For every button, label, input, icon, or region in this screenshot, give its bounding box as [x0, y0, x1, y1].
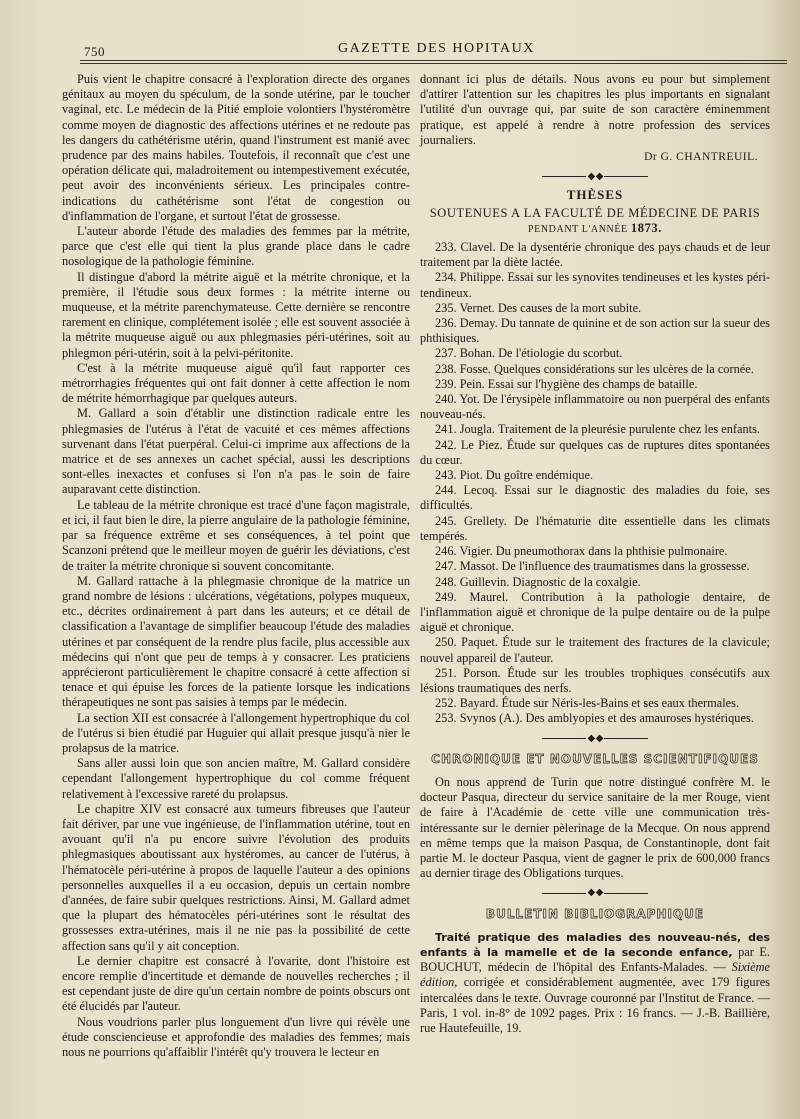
- body-paragraph: Il distingue d'abord la métrite aiguë et la métrite chronique, et la première, il l'étudie sous deux formes : la métrite interne ou muqueuse, et la métrite parenchymateuse. Cette dernière se rencontre rarement en clinique, complétement isolée ; elle est souvent associée à la métrite muqueuse aiguë ou aux phlegmasies péri-utérines, soit au phlegmon péri-utérin, soit à la pelvi-péritonite.: [62, 269, 410, 360]
- thesis-item: 243. Piot. Du goître endémique.: [435, 468, 594, 483]
- thesis-item: 245. Grellety. De l'hématurie dite essentielle dans les climats tempérés.: [420, 513, 770, 543]
- body-paragraph: Nous voudrions parler plus longuement d'un livre qui révèle une étude consciencieuse et approfondie des maladies des femmes; mais nous ne pourrions qu'affaiblir l'intérêt qu'y trouvera le lecteur en: [62, 1014, 410, 1059]
- theses-year: 1873.: [630, 220, 662, 235]
- bulletin-title: BULLETIN BIBLIOGRAPHIQUE: [485, 906, 705, 921]
- body-paragraph: C'est à la métrite muqueuse aiguë qu'il faut rapporter ces métrorrhagies fréquentes qui ont fait donner à cette affection le nom de métrite hémorrhagique par quelques auteurs.: [62, 360, 410, 406]
- body-paragraph: M. Gallard rattache à la phlegmasie chronique de la matrice un grand nombre de lésions : ulcérations, végétations, polypes muqueux, etc., décrites ordinairement à part dans les auteurs; et ce détail de classification a l'avantage de simplifier beaucoup l'étude des maladies utérines et par conséquent de la rendre plus facile, plus accessible aux médecins qui n'ont que peu de temps à y consacrer. Les praticiens apprécieront particulièrement le chapitre consacré à cette affection si tenace et qui épuise les forces de la patiente lorsque les indications thérapeutiques ne sont pas saisies à temps par le médecin.: [62, 573, 410, 710]
- thesis-item: 244. Lecoq. Essai sur le diagnostic des maladies du foie, ses difficultés.: [420, 483, 770, 513]
- body-paragraph: Le tableau de la métrite chronique est tracé d'une façon magistrale, et ici, il faut bien le dire, la pierre angulaire de la pathologie féminine, par sa fréquence extrême et ses conséquences, à tel point que Scanzoni prétend que le meilleur moyen de guérir les déviations, c'est de traiter la métrite chronique si souvent concomitante.: [62, 497, 410, 573]
- theses-title: THÈSES: [566, 187, 624, 203]
- chronique-paragraph: On nous apprend de Turin que notre distingué confrère M. le docteur Pasqua, directeur du service sanitaire de la mer Rouge, vient de faire à l'Académie de cette ville une communication très-intéressante sur le dernier pèlerinage de la Mecque. On nous apprend en même temps que la maison Pasqua, de Constantinople, dont fait partie M. le docteur Pasqua, vient de gagner le prix de 600,000 francs au dernier tirage des Obligations turques.: [420, 774, 770, 881]
- thesis-item: 252. Bayard. Étude sur Néris-les-Bains et ses eaux thermales.: [435, 696, 740, 711]
- thesis-item: 242. Le Piez. Étude sur quelques cas de ruptures dites spontanées du cœur.: [420, 437, 770, 467]
- page-number: 750: [84, 44, 105, 59]
- thesis-item: 241. Jougla. Traitement de la pleurésie purulente chez les enfants.: [435, 422, 760, 437]
- body-paragraph: La section XII est consacrée à l'allongement hypertrophique du col de l'utérus si bien étudié par Huguier qui allait presque jusqu'à nier le prolapsus de la matrice.: [62, 710, 410, 755]
- bulletin-book-title: Traité pratique des maladies des nouveau-nés, des enfants à la mamelle et de la seconde enfance,: [420, 930, 770, 959]
- thesis-item: 239. Pein. Essai sur l'hygiène des champs de bataille.: [435, 376, 698, 391]
- body-paragraph: Le chapitre XIV est consacré aux tumeurs fibreuses que l'auteur fait dériver, par une vue ingénieuse, de l'inflammation utérine, tout en avouant qu'il n'a pu encore suivre l'évolution des produits phlegmasiques aboutissant aux hystéromes, au cancer de l'utérus, à l'hématocèle péri-utérine à propos de laquelle l'auteur a des opinions personnelles auxquelles il a eu occasion, depuis un certain nombre d'années, de faire subir quelques restrictions. Ainsi, M. Gallard admet que la plupart des hématocèles péri-utérines sont le résultat des grossesses extra-utérines, mais il ne nie pas la possibilité de cette affection sans qu'il y ait conception.: [62, 801, 410, 953]
- thesis-item: 248. Guillevin. Diagnostic de la coxalgie.: [435, 574, 641, 589]
- header-rule: [80, 60, 787, 61]
- header-rule-double: [80, 63, 787, 64]
- theses-year-prefix: PENDANT L'ANNÉE: [527, 223, 628, 235]
- thesis-item: 235. Vernet. Des causes de la mort subite.: [435, 300, 642, 315]
- bulletin-details: corrigée et considérablement augmentée, avec 179 figures intercalées dans le texte. Ouvrage couronné par l'Institut de France. — Paris, 1 vol. in-8° de 1092 pages. Prix : 16 francs. — J.-B. Baillière, rue Hautefeuille, 19.: [420, 975, 770, 1035]
- thesis-item: 237. Bohan. De l'étiologie du scorbut.: [435, 346, 623, 361]
- right-column: [420, 72, 770, 1036]
- theses-year-line: [420, 221, 770, 237]
- body-paragraph: Le dernier chapitre est consacré à l'ovarite, dont l'histoire est encore remplie d'incertitude et demande de nouvelles recherches ; il est cependant juste de dire qu'un certain nombre de points obscurs ont été élucidés par l'auteur.: [62, 953, 410, 1014]
- body-paragraph: M. Gallard a soin d'établir une distinction radicale entre les phlegmasies de l'utérus à l'état de vacuité et ces mêmes affections survenant dans l'état puerpéral. Celui-ci imprime aux affections de la matrice et de ses annexes un cachet spécial, aussi les descriptions sont-elles inexactes et confuses si l'on n'a pas le soin de faire auparavant cette distinction.: [62, 406, 410, 497]
- left-column: [62, 72, 410, 1060]
- thesis-item: 238. Fosse. Quelques considérations sur les ulcères de la cornée.: [435, 361, 754, 376]
- thesis-item: 253. Svynos (A.). Des amblyopies et des amauroses hystériques.: [435, 711, 754, 726]
- thesis-item: 251. Porson. Étude sur les troubles trophiques consécutifs aux lésions traumatiques des nerfs.: [420, 665, 770, 695]
- body-paragraph: Puis vient le chapitre consacré à l'exploration directe des organes génitaux au moyen du spéculum, de la sonde utérine, par le toucher vaginal, etc. Le médecin de la Pitié emploie volontiers l'hystéromètre comme moyen de diagnostic des affections utérines et ne redoute pas les dangers du cathétérisme utérin, quand l'instrument est manié avec prudence par des mains habiles. Toutefois, il reconnaît que c'est une opération délicate qui, maladroitement ou intempestivement exécutée, peut avoir des inconvénients sérieux. Les principales contre-indications du cathétérisme sont l'état de congestion ou d'inflammation de l'organe, et surtout l'état de grossesse.: [62, 72, 410, 223]
- thesis-item: 250. Paquet. Étude sur le traitement des fractures de la clavicule; nouvel appareil de l'auteur.: [420, 635, 770, 665]
- body-paragraph: Sans aller aussi loin que son ancien maître, M. Gallard considère cependant l'allongement hypertrophique du col comme fréquent relativement à l'excessive rareté du prolapsus.: [62, 756, 410, 801]
- bulletin-edition: Sixième édition,: [420, 960, 770, 990]
- theses-list: [420, 240, 770, 727]
- author-signature: Dr G. CHANTREUIL.: [644, 151, 758, 164]
- separator-ornament: ◆ ◆: [420, 731, 770, 746]
- thesis-item: 234. Philippe. Essai sur les synovites tendineuses et les kystes péri-tendineux.: [420, 270, 770, 300]
- separator-ornament: ◆ ◆: [420, 169, 770, 184]
- thesis-item: 236. Demay. Du tannate de quinine et de son action sur la sueur des phthisiques.: [420, 316, 770, 346]
- separator-ornament: ◆ ◆: [420, 885, 770, 900]
- thesis-item: 246. Vigier. Du pneumothorax dans la phthisie pulmonaire.: [435, 544, 728, 559]
- running-head: GAZETTE DES HOPITAUX: [338, 41, 535, 56]
- body-paragraph: L'auteur aborde l'étude des maladies des femmes par la métrite, parce que c'est elle qui tient la plus grande place dans le cadre nosologique de la pathologie féminine.: [62, 224, 410, 269]
- bulletin-author-role: médecin de l'hôpital des Enfants-Malades. —: [487, 960, 726, 975]
- thesis-item: 233. Clavel. De la dysentérie chronique des pays chauds et de leur traitement par la diète lactée.: [420, 240, 770, 270]
- theses-subtitle: SOUTENUES A LA FACULTÉ DE MÉDECINE DE PARIS: [429, 205, 761, 220]
- continuation-paragraph: donnant ici plus de détails. Nous avons eu pour but simplement d'attirer l'attention sur les chapitres les plus importants en signalant l'utilité d'un ouvrage qui, par suite de son caractère éminemment pratique, est appelé à rendre à notre profession des services journaliers.: [420, 72, 770, 147]
- thesis-item: 249. Maurel. Contribution à la pathologie dentaire, de l'inflammation aiguë et chronique de la pulpe dentaire ou de la pulpe aiguë et chronique.: [420, 589, 770, 635]
- thesis-item: 247. Massot. De l'influence des traumatismes dans la grossesse.: [435, 559, 750, 574]
- thesis-item: 240. Yot. De l'érysipèle inflammatoire ou non puerpéral des enfants nouveau-nés.: [420, 392, 770, 422]
- bulletin-author: par E. BOUCHUT,: [420, 944, 770, 975]
- bulletin-entry: [420, 930, 770, 1036]
- chronique-title: CHRONIQUE ET NOUVELLES SCIENTIFIQUES: [431, 751, 759, 766]
